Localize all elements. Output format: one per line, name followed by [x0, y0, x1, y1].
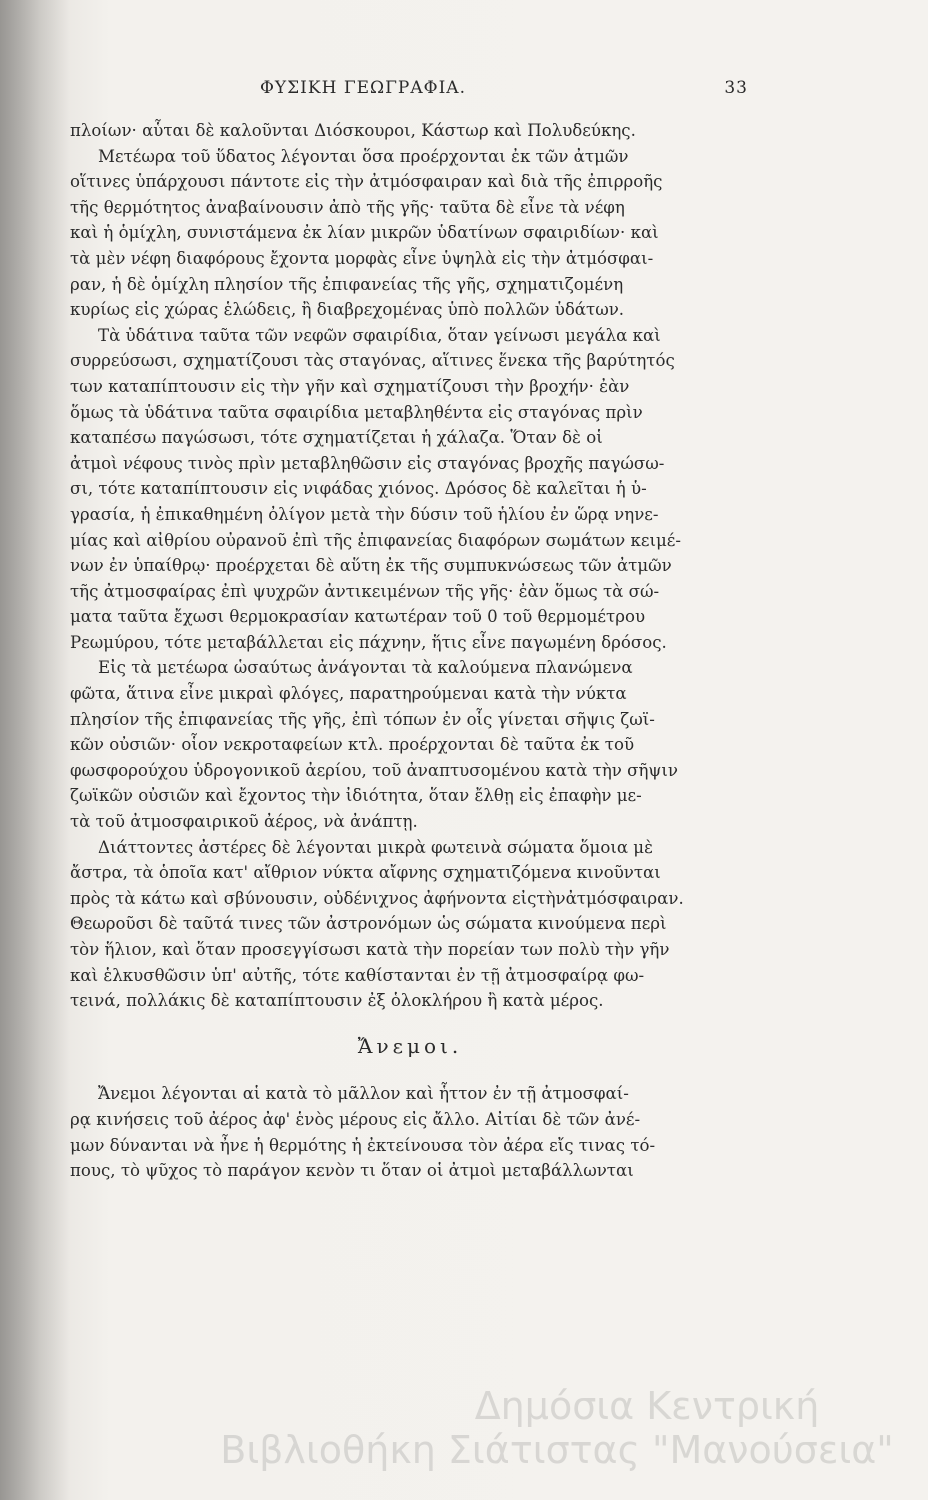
text-line: ἀτμοὶ νέφους τινὸς πρὶν μεταβληθῶσιν εἰς σταγόνας βροχῆς παγώσω- [70, 453, 665, 473]
text-line: Τὰ ὑδάτινα ταῦτα τῶν νεφῶν σφαιρίδια, ὅταν γείνωσι μεγάλα καὶ [98, 325, 661, 345]
text-line: Διάττοντες ἀστέρες δὲ λέγονται μικρὰ φωτεινὰ σώματα ὅμοια μὲ [98, 837, 653, 857]
text-line: των καταπίπτουσιν εἰς τὴν γῆν καὶ σχηματίζουσι τὴν βροχήν· ἐὰν [70, 376, 630, 396]
text-line: Εἰς τὰ μετέωρα ὡσαύτως ἀνάγονται τὰ καλούμενα πλανώμενα [98, 658, 633, 678]
text-line: ὅμως τὰ ὑδάτινα ταῦτα σφαιρίδια μεταβληθέντα εἰς σταγόνας πρὶν [70, 402, 643, 422]
text-line: γρασία, ἡ ἐπικαθημένη ὀλίγον μετὰ τὴν δύσιν τοῦ ἡλίου ἐν ὥρᾳ νηνε- [70, 504, 659, 524]
text-line: σι, τότε καταπίπτουσιν εἰς νιφάδας χιόνος. Δρόσος δὲ καλεῖται ἡ ὑ- [70, 479, 647, 499]
text-line: κυρίως εἰς χώρας ἑλώδεις, ἢ διαβρεχομένας ὑπὸ πολλῶν ὑδάτων. [70, 300, 625, 320]
section-heading: Ἄνεμοι. [357, 1033, 463, 1058]
text-line: Ρεωμύρου, τότε μεταβάλλεται εἰς πάχνην, ἥτις εἶνε παγωμένη δρόσος. [70, 632, 667, 652]
text-line: οἵτινες ὑπάρχουσι πάντοτε εἰς τὴν ἀτμόσφαιραν καὶ διὰ τῆς ἐπιρροῆς [70, 172, 663, 192]
text-line: νων ἐν ὑπαίθρῳ· προέρχεται δὲ αὕτη ἐκ τῆς συμπυκνώσεως τῶν ἀτμῶν [70, 556, 672, 576]
text-line: τῆς ἀτμοσφαίρας ἐπὶ ψυχρῶν ἀντικειμένων τῆς γῆς· ἐὰν ὅμως τὰ σώ- [70, 581, 660, 601]
text-line: τὸν ἥλιον, καὶ ὅταν προσεγγίσωσι κατὰ τὴν πορείαν των πολὺ τὴν γῆν [70, 940, 670, 959]
text-line: κῶν οὐσιῶν· οἷον νεκροταφείων κτλ. προέρχονται δὲ ταῦτα ἐκ τοῦ [70, 735, 635, 755]
text-line: καὶ ἑλκυσθῶσιν ὑπ' αὐτῆς, τότε καθίστανται ἐν τῇ ἀτμοσφαίρᾳ φω- [70, 965, 645, 985]
text-line: τὰ μὲν νέφη διαφόρους ἔχοντα μορφὰς εἶνε ὑψηλὰ εἰς τὴν ἀτμόσφαι- [70, 248, 654, 268]
text-line: ρᾳ κινήσεις τοῦ ἀέρος ἀφ' ἑνὸς μέρους εἰς ἄλλο. Αἰτίαι δὲ τῶν ἀνέ- [70, 1109, 641, 1129]
text-line: Θεωροῦσι δὲ ταῦτά τινες τῶν ἀστρονόμων ὡς σώματα κινούμενα περὶ [70, 914, 667, 934]
text-line: Μετέωρα τοῦ ὕδατος λέγονται ὅσα προέρχονται ἐκ τῶν ἀτμῶν [98, 146, 629, 166]
library-watermark [212, 1384, 902, 1472]
text-line: φωσφορούχου ὑδρογονικοῦ ἀερίου, τοῦ ἀναπτυσομένου κατὰ τὴν σῆψιν [70, 760, 679, 780]
text-line: συρρεύσωσι, σχηματίζουσι τὰς σταγόνας, αἵτινες ἕνεκα τῆς βαρύτητός [70, 351, 675, 371]
text-line: καὶ ἡ ὁμίχλη, συνιστάμενα ἐκ λίαν μικρῶν ὑδατίνων σφαιριδίων· καὶ [70, 223, 659, 243]
watermark-line: Δημόσια Κεντρική [474, 1384, 820, 1428]
text-line: πρὸς τὰ κάτω καὶ σβύνουσιν, οὐδένιχνος ἀφήνοντα εἰςτὴνἀτμόσφαιραν. [70, 888, 684, 908]
text-line: πλησίον τῆς ἐπιφανείας τῆς γῆς, ἐπὶ τόπων ἐν οἷς γίνεται σῆψις ζωϊ- [70, 709, 655, 729]
text-line: τὰ τοῦ ἀτμοσφαιρικοῦ ἀέρος, νὰ ἀνάπτῃ. [70, 812, 418, 832]
text-line: φῶτα, ἅτινα εἶνε μικραὶ φλόγες, παρατηρούμεναι κατὰ τὴν νύκτα [70, 684, 627, 704]
text-line: τῆς θερμότητος ἀναβαίνουσιν ἀπὸ τῆς γῆς· ταῦτα δὲ εἶνε τὰ νέφη [70, 197, 625, 217]
text-line: Ἄνεμοι λέγονται αἱ κατὰ τὸ μᾶλλον καὶ ἧττον ἐν τῇ ἀτμοσφαί- [98, 1084, 629, 1104]
gutter-shadow [0, 0, 70, 1500]
text-line: πους, τὸ ψῦχος τὸ παράγον κενὸν τι ὅταν οἱ ἀτμοὶ μεταβάλλωνται [70, 1161, 634, 1181]
text-line: μων δύνανται νὰ ἦνε ἡ θερμότης ἡ ἐκτείνουσα τὸν ἀέρα εἴς τινας τό- [70, 1135, 656, 1155]
page-number: 33 [724, 78, 748, 98]
text-line: ἄστρα, τὰ ὁποῖα κατ' αἴθριον νύκτα αἴφνης σχηματιζόμενα κινοῦνται [70, 863, 661, 883]
running-head: ΦΥΣΙΚΗ ΓΕΩΓΡΑΦΙΑ. [260, 78, 466, 98]
text-line: τεινά, πολλάκις δὲ καταπίπτουσιν ἐξ ὁλοκλήρου ἢ κατὰ μέρος. [70, 991, 604, 1011]
text-line: ραν, ἡ δὲ ὁμίχλη πλησίον τῆς ἐπιφανείας τῆς γῆς, σχηματιζομένη [70, 274, 624, 294]
watermark-line: Βιβλιοθήκη Σιάτιστας "Μανούσεια" [220, 1428, 894, 1472]
text-line: ματα ταῦτα ἔχωσι θερμοκρασίαν κατωτέραν τοῦ 0 τοῦ θερμομέτρου [70, 607, 646, 627]
text-line: καταπέσω παγώσωσι, τότε σχηματίζεται ἡ χάλαζα. Ὅταν δὲ οἱ [70, 428, 603, 448]
text-line: ζωϊκῶν οὐσιῶν καὶ ἔχοντος τὴν ἰδιότητα, ὅταν ἔλθῃ εἰς ἐπαφὴν με- [70, 786, 642, 806]
body-text [70, 118, 750, 1184]
text-line: μίας καὶ αἰθρίου οὐρανοῦ ἐπὶ τῆς ἐπιφανείας διαφόρων σωμάτων κειμέ- [70, 530, 681, 550]
text-line: πλοίων· αὗται δὲ καλοῦνται Διόσκουροι, Κάστωρ καὶ Πολυδεύκης. [70, 121, 636, 140]
page-header [120, 78, 748, 102]
